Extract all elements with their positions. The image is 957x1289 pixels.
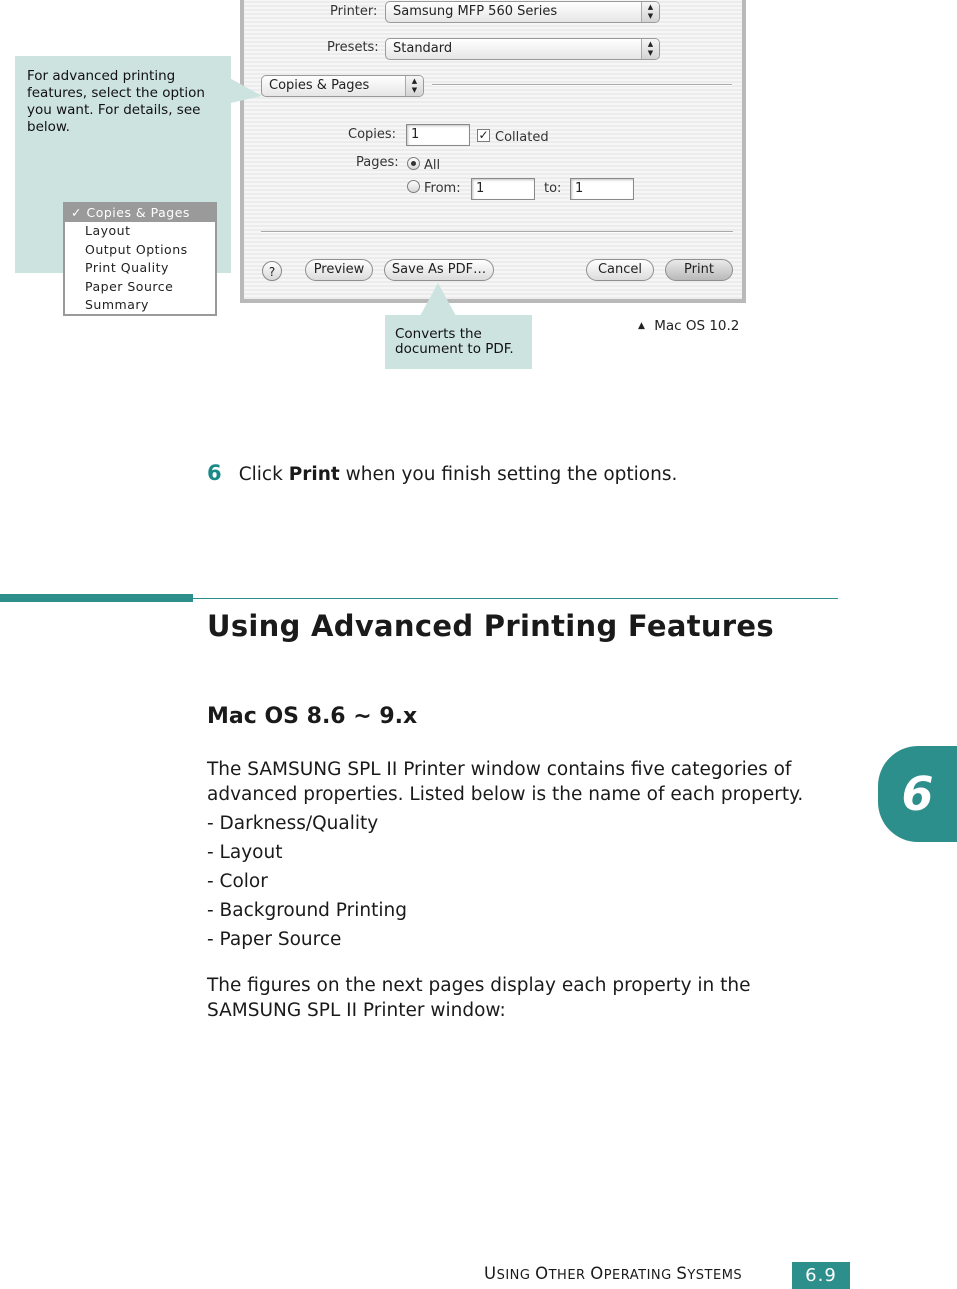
presets-popup-value: Standard (393, 41, 453, 56)
list-item: - Paper Source (207, 929, 342, 950)
popup-arrows-icon: ▲ ▼ (641, 39, 659, 59)
panel-popup-value: Copies & Pages (269, 78, 370, 93)
popup-arrows-icon: ▲ ▼ (641, 2, 659, 22)
printer-popup[interactable] (385, 1, 660, 23)
print-button[interactable]: Print (665, 259, 733, 281)
section-title: Using Advanced Printing Features (207, 609, 774, 643)
checkmark-icon: ✓ (71, 205, 82, 220)
triangle-icon: ▲ (638, 321, 645, 331)
printer-label: Printer: (330, 4, 378, 19)
advanced-options-callout (15, 56, 231, 312)
pages-all-radio[interactable] (407, 157, 420, 170)
print-dialog (240, 0, 746, 303)
printer-popup-value: Samsung MFP 560 Series (393, 4, 558, 19)
callout-pointer (226, 76, 266, 106)
menu-item-layout[interactable]: Layout (85, 223, 131, 239)
to-field[interactable]: 1 (570, 178, 634, 200)
popup-arrows-icon: ▲ ▼ (405, 76, 423, 96)
footer-chapter-title: USING OTHER OPERATING SYSTEMS (484, 1264, 743, 1283)
presets-label: Presets: (327, 40, 379, 55)
chapter-tab: 6 (878, 746, 957, 842)
pages-label: Pages: (356, 155, 399, 170)
menu-item-print-quality[interactable]: Print Quality (85, 260, 169, 276)
help-button[interactable]: ? (262, 261, 282, 281)
property-list (207, 809, 407, 954)
subsection-title: Mac OS 8.6 ~ 9.x (207, 704, 418, 729)
preview-button[interactable]: Preview (305, 259, 373, 281)
figure-caption (638, 318, 739, 334)
pages-all-label: All (424, 158, 441, 173)
copies-field[interactable]: 1 (406, 124, 470, 146)
heading-rule-thin (193, 598, 838, 599)
menu-item-output-options[interactable]: Output Options (85, 241, 188, 257)
copies-label: Copies: (348, 127, 397, 142)
step-number: 6 (207, 461, 222, 485)
intro-paragraph: The SAMSUNG SPL II Printer window contains five categories of advanced properties. Listed below is the name of each property. (207, 759, 804, 805)
callout-text: For advanced printing features, select the option you want. For details, see below. (27, 68, 205, 135)
caption-text: Mac OS 10.2 (654, 318, 740, 334)
panel-menu (63, 202, 217, 316)
from-field[interactable]: 1 (471, 178, 535, 200)
pages-from-label: From: (424, 181, 461, 196)
outro-paragraph: The figures on the next pages display each property in the SAMSUNG SPL II Printer window: (207, 975, 751, 1021)
panel-popup[interactable] (261, 75, 424, 97)
heading-rule-thick (0, 594, 193, 602)
collated-label: Collated (495, 130, 549, 145)
page-number: 6.9 (792, 1262, 850, 1289)
list-item: - Background Printing (207, 900, 407, 921)
cancel-button[interactable]: Cancel (586, 259, 654, 281)
pages-to-label: to: (544, 181, 562, 196)
panel-separator (432, 84, 732, 86)
presets-popup[interactable] (385, 38, 660, 60)
menu-item-copies-pages[interactable]: ✓ Copies & Pages (65, 204, 215, 222)
step-text: Click Print when you finish setting the options. (238, 464, 678, 485)
list-item: - Layout (207, 842, 283, 863)
button-separator (261, 231, 733, 233)
list-item: - Darkness/Quality (207, 813, 379, 834)
menu-item-summary[interactable]: Summary (85, 296, 149, 312)
menu-item-paper-source[interactable]: Paper Source (85, 278, 174, 294)
step-6 (207, 461, 677, 487)
pages-from-radio[interactable] (407, 180, 420, 193)
pdf-callout: Converts the document to PDF. (385, 315, 532, 369)
pdf-callout-pointer (418, 283, 468, 317)
collated-checkbox[interactable]: ✓ (478, 128, 489, 142)
save-as-pdf-button[interactable]: Save As PDF… (384, 259, 494, 281)
list-item: - Color (207, 871, 268, 892)
